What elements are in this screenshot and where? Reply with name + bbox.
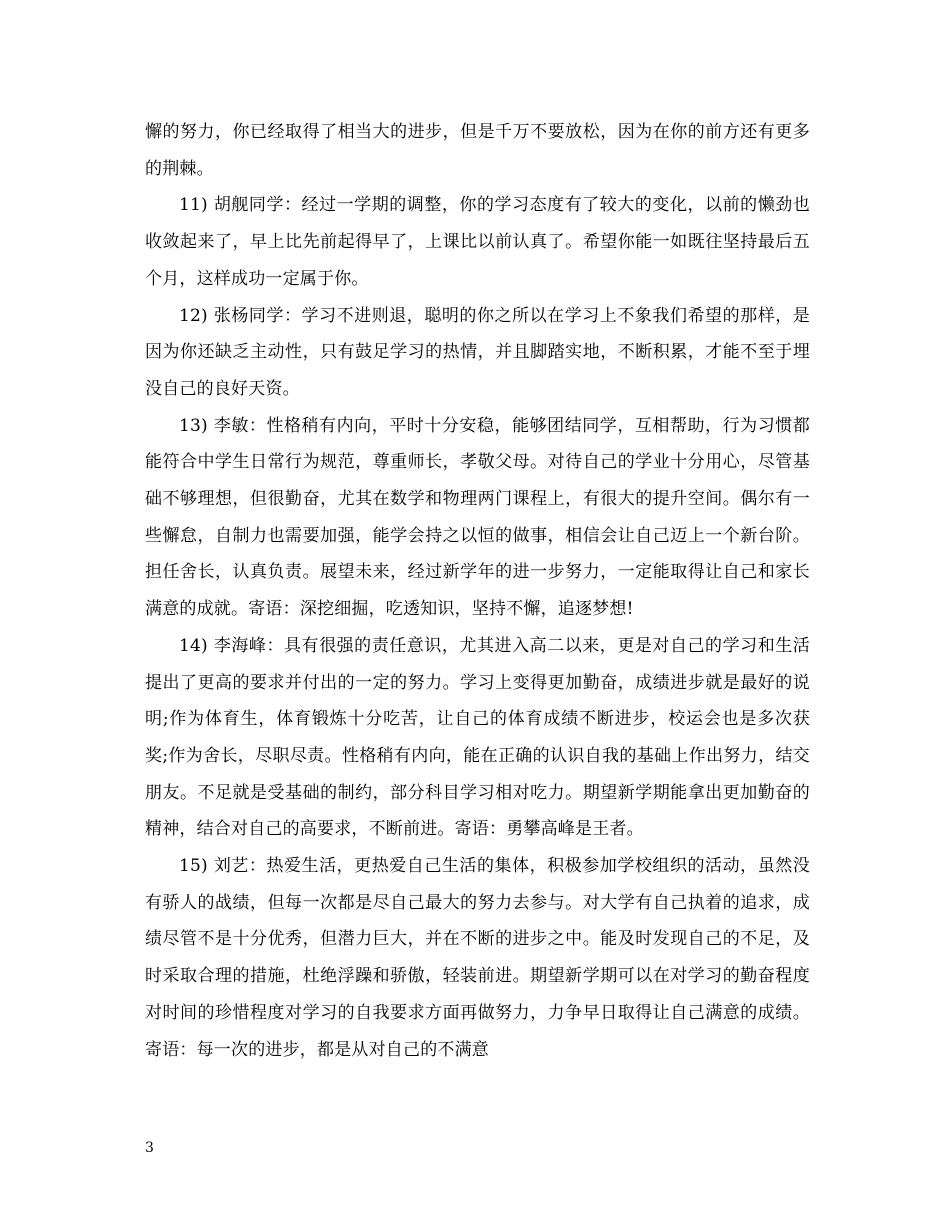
document-body	[145, 114, 810, 1068]
paragraph-comment-13: 13) 李敏：性格稍有内向，平时十分安稳，能够团结同学，互相帮助，行为习惯都能符合中学生日常行为规范，尊重师长，孝敬父母。对待自己的学业十分用心，尽管基础不够理想，但很勤奋，尤其在数学和物理两门课程上，有很大的提升空间。偶尔有一些懈怠，自制力也需要加强，能学会持之以恒的做事，相信会让自己迈上一个新台阶。担任舍长，认真负责。展望未来，经过新学年的进一步努力，一定能取得让自己和家长满意的成就。寄语：深挖细掘，吃透知识，坚持不懈，追逐梦想!	[145, 415, 810, 620]
paragraph-comment-12: 12) 张杨同学：学习不进则退，聪明的你之所以在学习上不象我们希望的那样，是因为你还缺乏主动性，只有鼓足学习的热情，并且脚踏实地，不断积累，才能不至于埋没自己的良好天资。	[145, 305, 810, 399]
page-number: 3	[145, 1140, 154, 1156]
paragraph-comment-15: 15) 刘艺：热爱生活，更热爱自己生活的集体，积极参加学校组织的活动，虽然没有骄人的战绩，但每一次都是尽自己最大的努力去参与。对大学有自己执着的追求，成绩尽管不是十分优秀，但潜力巨大，并在不断的进步之中。能及时发现自己的不足，及时采取合理的措施，杜绝浮躁和骄傲，轻装前进。期望新学期可以在对学习的勤奋程度对时间的珍惜程度对学习的自我要求方面再做努力，力争早日取得让自己满意的成绩。寄语：每一次的进步，都是从对自己的不满意	[145, 856, 810, 1060]
paragraph-comment-14: 14) 李海峰：具有很强的责任意识，尤其进入高二以来，更是对自己的学习和生活提出了更高的要求并付出的一定的努力。学习上变得更加勤奋，成绩进步就是最好的说明;作为体育生，体育锻炼十分吃苦，让自己的体育成绩不断进步，校运会也是多次获奖;作为舍长，尽职尽责。性格稍有内向，能在正确的认识自我的基础上作出努力，结交朋友。不足就是受基础的制约，部分科目学习相对吃力。期望新学期能拿出更加勤奋的精神，结合对自己的高要求，不断前进。寄语：勇攀高峰是王者。	[145, 635, 810, 840]
paragraph-comment-11: 11) 胡舰同学：经过一学期的调整，你的学习态度有了较大的变化，以前的懒劲也收敛起来了，早上比先前起得早了，上课比以前认真了。希望你能一如既往坚持最后五个月，这样成功一定属于你。	[145, 195, 810, 289]
paragraph-continuation: 懈的努力，你已经取得了相当大的进步，但是千万不要放松，因为在你的前方还有更多的荆棘。	[145, 122, 810, 179]
